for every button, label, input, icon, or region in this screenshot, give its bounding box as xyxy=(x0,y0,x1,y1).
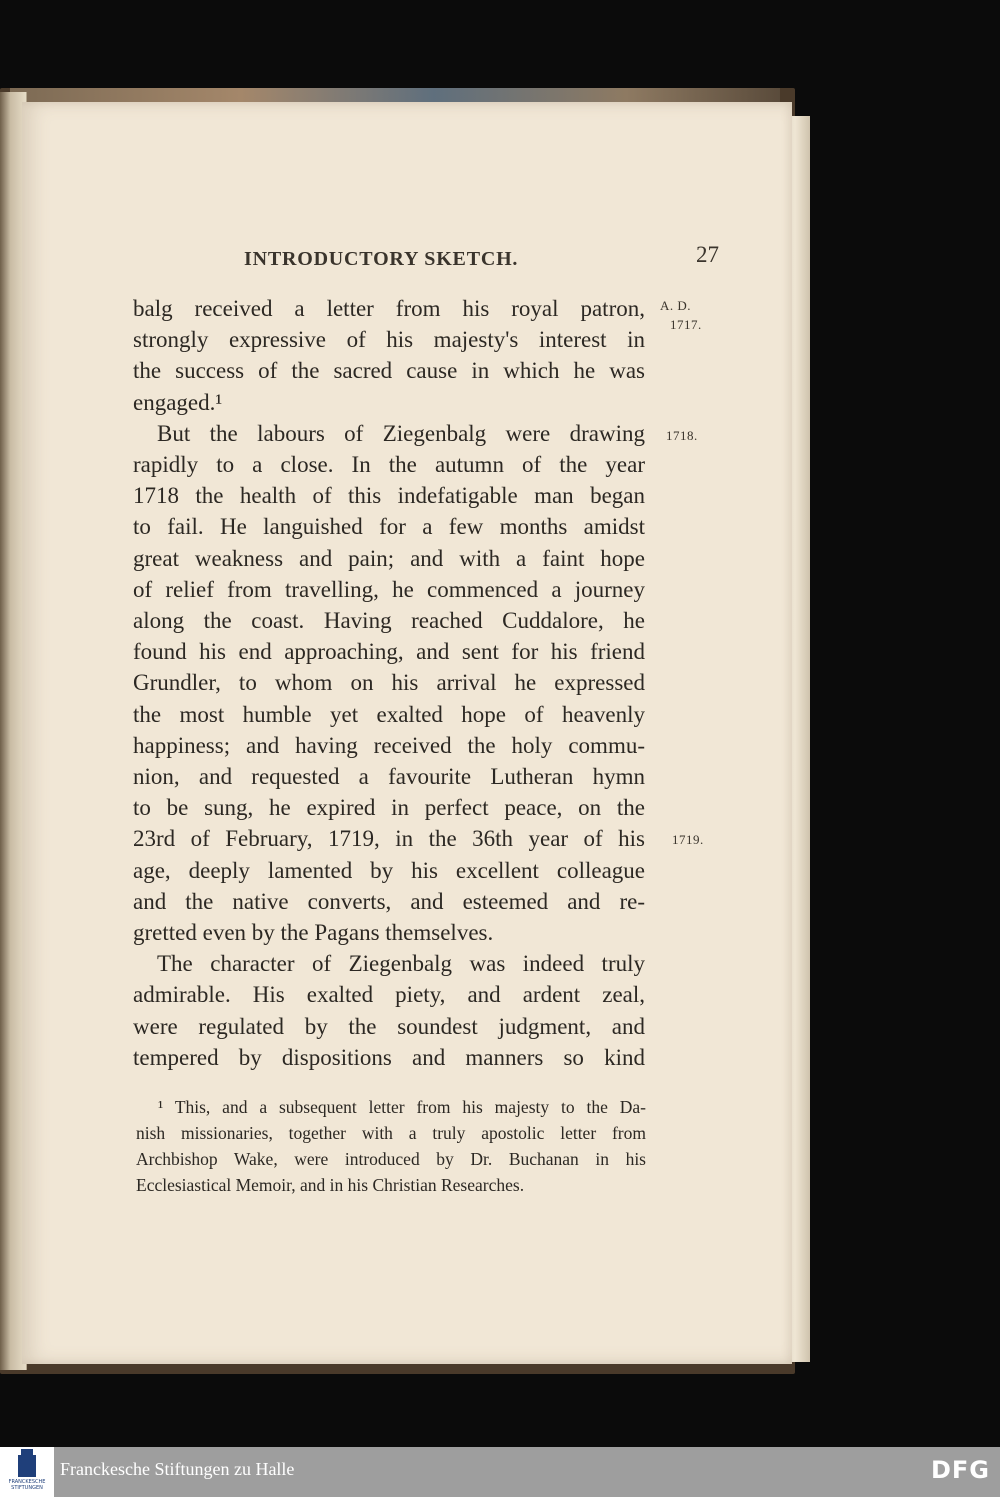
book-cover-top xyxy=(10,88,780,102)
text-line: age, deeply lamented by his excellent colleague xyxy=(133,857,645,883)
text-line: engaged.¹ xyxy=(133,389,223,415)
text-line: balg received a letter from his royal patron, xyxy=(133,296,645,321)
margin-date-1717: 1717. xyxy=(670,317,702,332)
text-line: Grundler, to whom on his arrival he expressed xyxy=(133,670,645,696)
text-line: 1718 the health of this indefatigable man began xyxy=(133,483,645,509)
text-line: 23rd of February, 1719, in the 36th year of his xyxy=(133,826,645,852)
text-line: and the native converts, and esteemed and re- xyxy=(133,888,645,914)
institution-name: Franckesche Stiftungen zu Halle xyxy=(60,1459,295,1479)
footnote-line: nish missionaries, together with a truly apostolic letter from xyxy=(136,1123,646,1143)
page-number: 27 xyxy=(696,242,719,267)
footnote-line: Archbishop Wake, were introduced by Dr. Buchanan in his xyxy=(136,1149,646,1169)
margin-date-ad: A. D. xyxy=(660,298,692,313)
franckesche-logo[interactable] xyxy=(0,1447,54,1497)
text-line: admirable. His exalted piety, and ardent zeal, xyxy=(133,982,645,1008)
text-line: happiness; and having received the holy commu- xyxy=(133,732,645,758)
text-line: rapidly to a close. In the autumn of the year xyxy=(133,452,645,478)
text-line: gretted even by the Pagans themselves. xyxy=(133,920,494,946)
margin-date-1719: 1719. xyxy=(672,832,704,847)
text-line: tempered by dispositions and manners so kind xyxy=(133,1044,645,1070)
text-line: But the labours of Ziegenbalg were drawing xyxy=(157,420,645,446)
text-line: to be sung, he expired in perfect peace, on the xyxy=(133,795,645,821)
body-text xyxy=(133,293,645,1073)
text-line: great weakness and pain; and with a faint hope xyxy=(133,545,645,571)
text-line: along the coast. Having reached Cuddalore, he xyxy=(133,608,645,634)
text-line: strongly expressive of his majesty's interest in xyxy=(133,327,645,353)
text-line: were regulated by the soundest judgment, and xyxy=(133,1013,645,1039)
tower-icon xyxy=(18,1455,36,1477)
text-line: The character of Ziegenbalg was indeed truly xyxy=(157,951,645,977)
margin-date-1718: 1718. xyxy=(666,428,698,443)
footnote xyxy=(136,1094,646,1198)
footer-bar xyxy=(0,1447,1000,1497)
text-line: found his end approaching, and sent for his friend xyxy=(133,639,645,665)
footnote-line: ¹ This, and a subsequent letter from his majesty to the Da- xyxy=(158,1097,646,1117)
text-line: to fail. He languished for a few months amidst xyxy=(133,514,645,540)
text-line: the most humble yet exalted hope of heavenly xyxy=(133,701,645,727)
text-line: of relief from travelling, he commenced a journey xyxy=(133,576,645,602)
text-line: the success of the sacred cause in which he was xyxy=(133,358,645,384)
dfg-logo[interactable]: DFG xyxy=(930,1456,990,1484)
logo-text: FRANCKESCHE STIFTUNGEN xyxy=(8,1479,46,1491)
footnote-line: Ecclesiastical Memoir, and in his Christian Researches. xyxy=(136,1175,525,1195)
running-head: INTRODUCTORY SKETCH. xyxy=(244,248,519,270)
text-line: nion, and requested a favourite Lutheran hymn xyxy=(133,764,645,790)
